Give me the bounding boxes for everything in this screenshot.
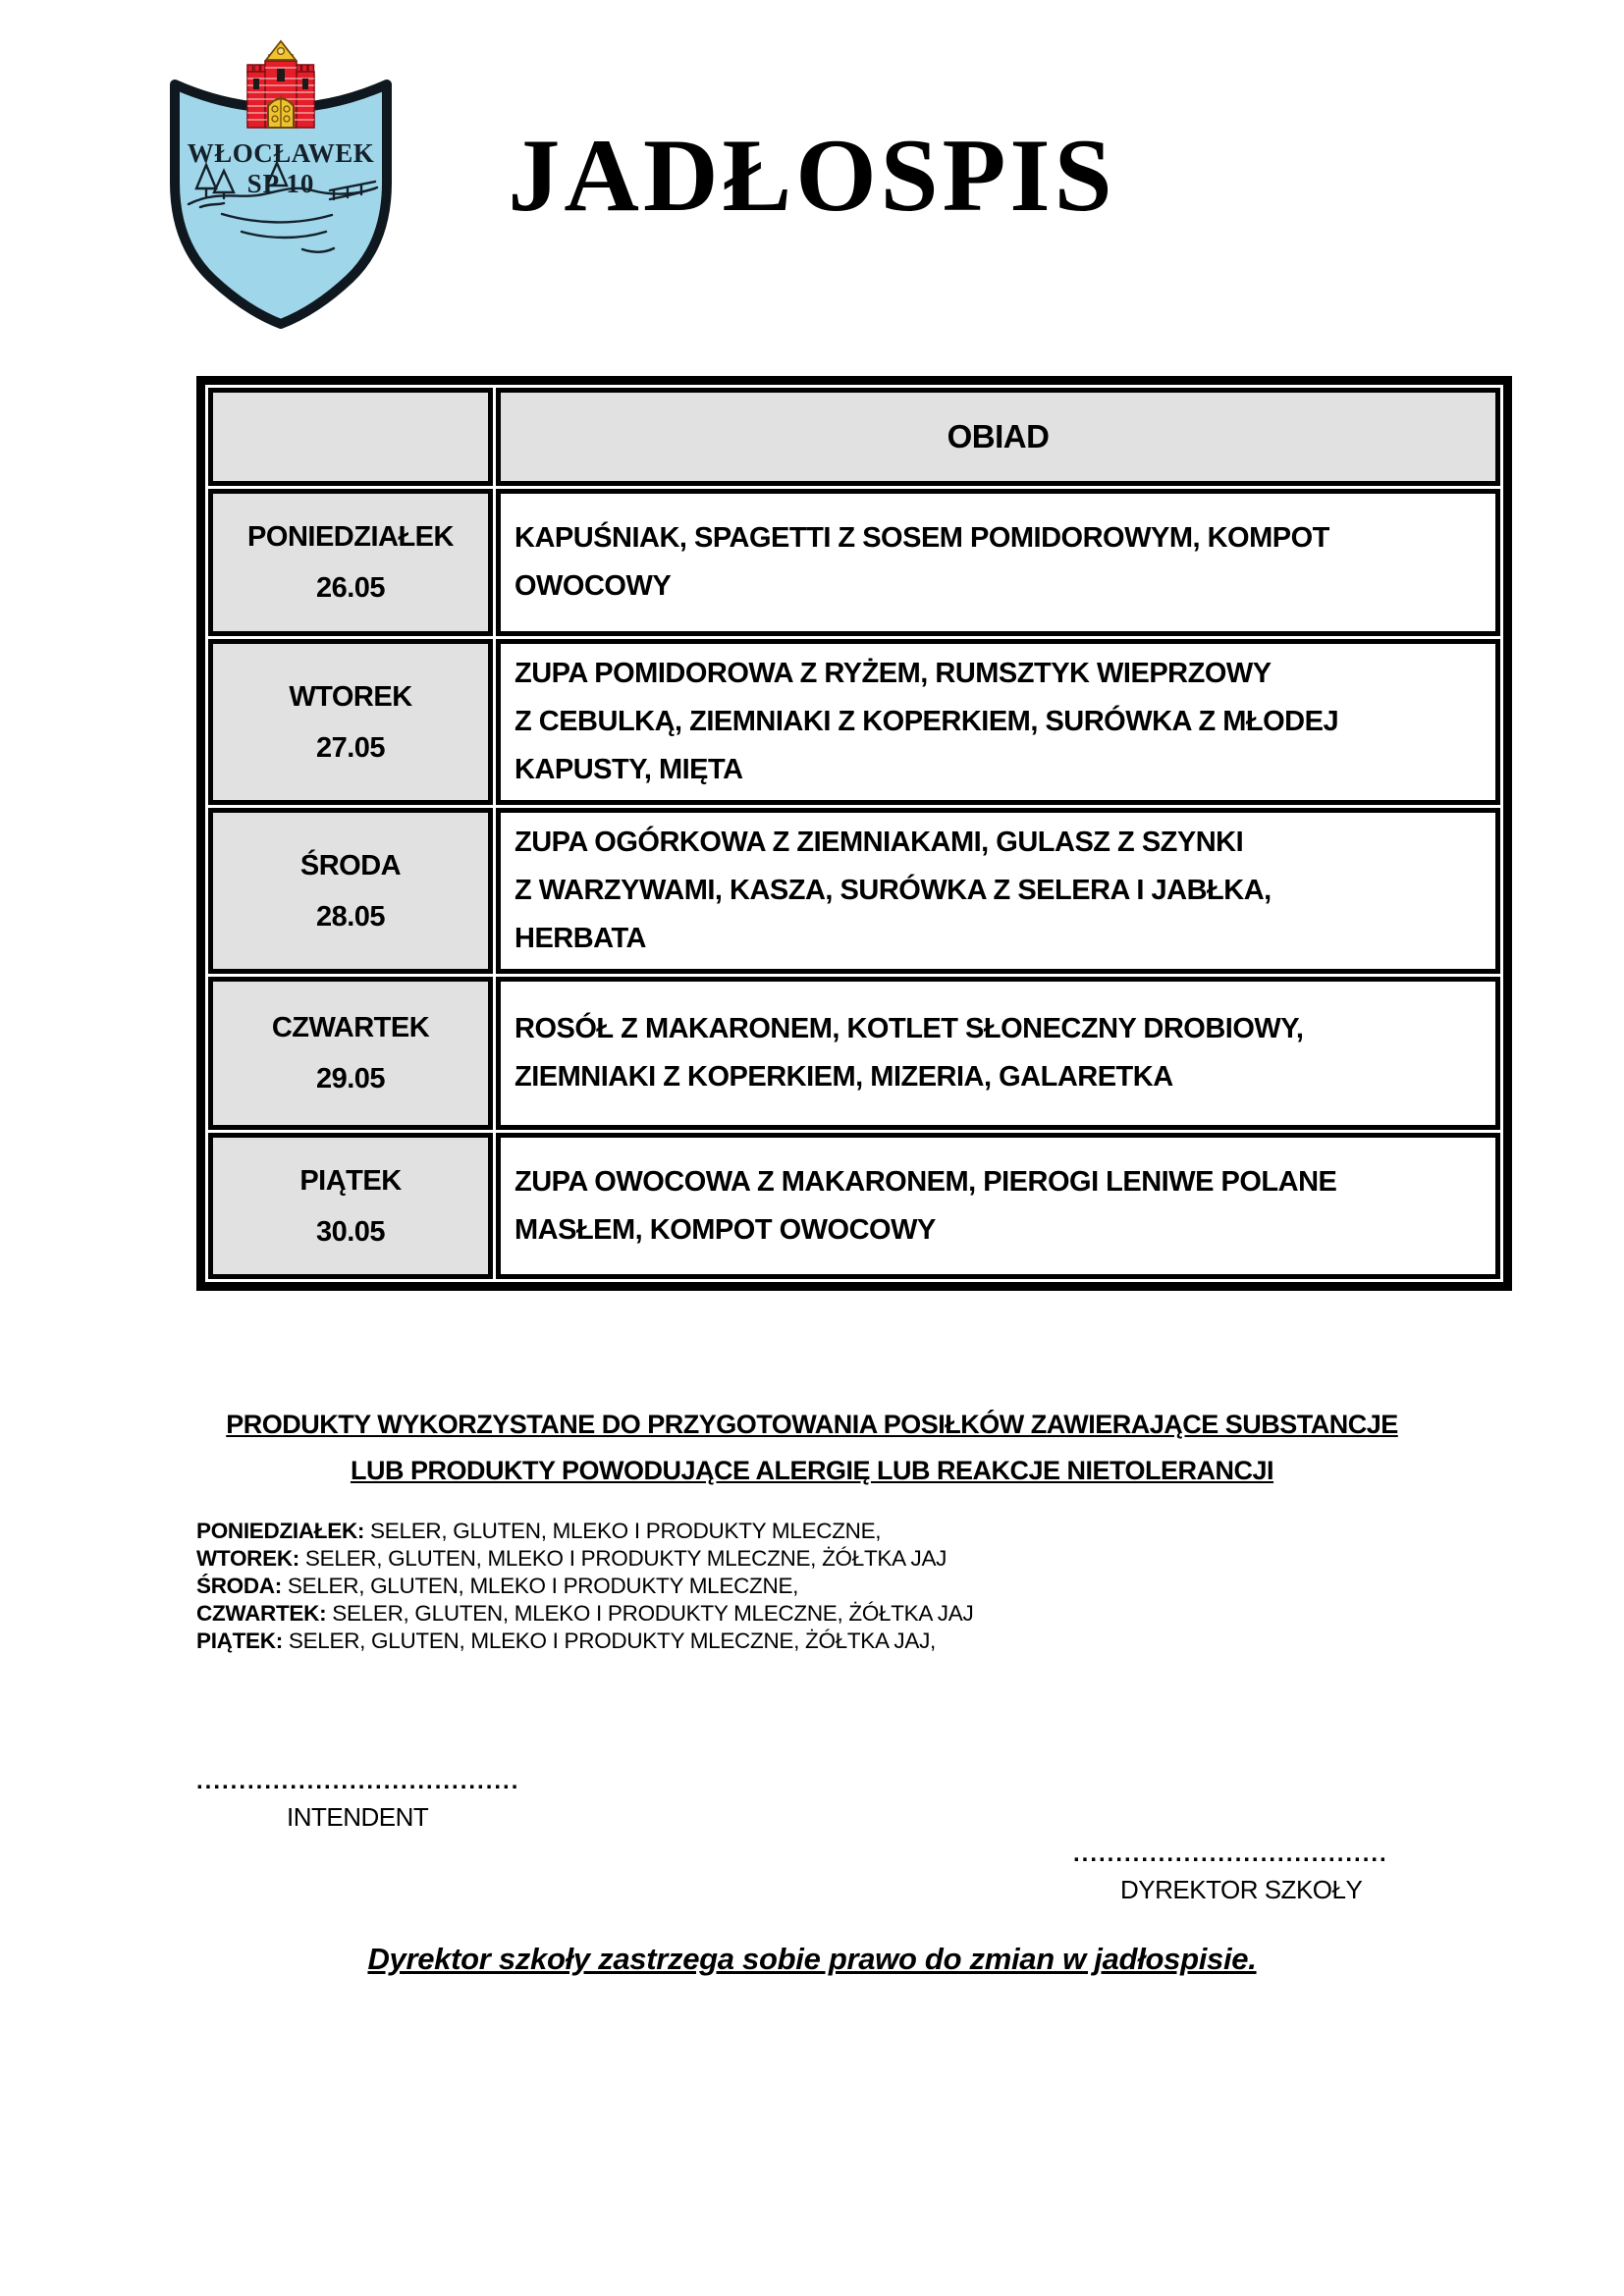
day-cell [208, 808, 493, 974]
header-obiad-cell: OBIAD [496, 388, 1500, 486]
date-label: 28.05 [315, 900, 386, 933]
allergen-values: SELER, GLUTEN, MLEKO I PRODUKTY MLECZNE, ŻÓŁTKA JAJ [298, 1546, 947, 1571]
allergen-day-label: WTOREK: [196, 1546, 299, 1571]
crest-school-number: SP 10 [246, 169, 315, 198]
allergens-list [196, 1518, 973, 1655]
allergen-line-monday [196, 1518, 973, 1545]
header-day-cell [208, 388, 493, 486]
table-row-tuesday [208, 639, 1500, 805]
signature-dotted-line: ...................................... [196, 1768, 520, 1794]
allergen-day-label: PIĄTEK: [196, 1629, 283, 1653]
table-row-thursday [208, 977, 1500, 1130]
allergen-values: SELER, GLUTEN, MLEKO I PRODUKTY MLECZNE, [364, 1519, 882, 1543]
date-label: 30.05 [315, 1215, 386, 1248]
allergen-day-label: CZWARTEK: [196, 1601, 327, 1626]
signature-block-intendent [196, 1769, 519, 1833]
allergen-day-label: ŚRODA: [196, 1574, 282, 1598]
signature-label-dyrektor: DYREKTOR SZKOŁY [1120, 1875, 1363, 1904]
table-row-friday [208, 1133, 1500, 1279]
allergen-line-thursday [196, 1600, 973, 1628]
allergen-line-wednesday [196, 1573, 973, 1600]
table-row-monday [208, 489, 1500, 636]
signature-dotted-line: ..................................... [1073, 1841, 1388, 1867]
meal-cell [496, 808, 1500, 974]
allergen-day-label: PONIEDZIAŁEK: [196, 1519, 365, 1543]
day-label: ŚRODA [299, 849, 402, 881]
allergens-heading-line2: LUB PRODUKTY POWODUJĄCE ALERGIĘ LUB REAKCJE NIETOLERANCJI [350, 1456, 1274, 1485]
day-label: CZWARTEK [271, 1012, 430, 1043]
date-label: 26.05 [315, 572, 386, 604]
meal-text: KAPUŚNIAK, SPAGETTI Z SOSEM POMIDOROWYM, KOMPOT OWOCOWY [514, 522, 1329, 602]
meal-cell [496, 977, 1500, 1130]
day-label: WTOREK [289, 680, 412, 713]
allergen-values: SELER, GLUTEN, MLEKO I PRODUKTY MLECZNE, ŻÓŁTKA JAJ [326, 1601, 974, 1626]
meal-cell [496, 1133, 1500, 1279]
day-label: PONIEDZIAŁEK [247, 521, 454, 553]
signature-block-dyrektor [1073, 1842, 1388, 1905]
table-header-row [208, 388, 1500, 486]
meal-cell [496, 639, 1500, 805]
crest-school-name: WŁOCŁAWEK [187, 138, 375, 168]
meal-text: ZUPA POMIDOROWA Z RYŻEM, RUMSZTYK WIEPRZOWY Z CEBULKĄ, ZIEMNIAKI Z KOPERKIEM, SURÓWKA Z MŁODEJ KAPUSTY, MIĘTA [514, 658, 1339, 785]
day-cell [208, 639, 493, 805]
date-label: 27.05 [315, 731, 386, 764]
allergen-line-tuesday [196, 1545, 973, 1573]
allergen-values: SELER, GLUTEN, MLEKO I PRODUKTY MLECZNE, [281, 1574, 799, 1598]
date-label: 29.05 [315, 1063, 386, 1095]
day-cell [208, 1133, 493, 1279]
allergens-heading [0, 1402, 1624, 1494]
day-cell [208, 489, 493, 636]
allergens-heading-line1: PRODUKTY WYKORZYSTANE DO PRZYGOTOWANIA POSIŁKÓW ZAWIERAJĄCE SUBSTANCJE [226, 1410, 1398, 1439]
signature-label-intendent: INTENDENT [287, 1802, 429, 1832]
menu-table [196, 376, 1512, 1291]
meal-text: ZUPA OWOCOWA Z MAKARONEM, PIEROGI LENIWE POLANE MASŁEM, KOMPOT OWOCOWY [514, 1165, 1337, 1246]
footer-note: Dyrektor szkoły zastrzega sobie prawo do zmian w jadłospisie. [367, 1942, 1257, 1976]
day-cell [208, 977, 493, 1130]
meal-cell [496, 489, 1500, 636]
page-title: JADŁOSPIS [508, 118, 1116, 233]
day-label: PIĄTEK [299, 1164, 402, 1197]
castle-emblem [247, 41, 314, 128]
allergen-values: SELER, GLUTEN, MLEKO I PRODUKTY MLECZNE, ŻÓŁTKA JAJ, [282, 1629, 936, 1653]
meal-text: ZUPA OGÓRKOWA Z ZIEMNIAKAMI, GULASZ Z SZYNKI Z WARZYWAMI, KASZA, SURÓWKA Z SELERA I JABŁKA, HERBATA [514, 827, 1272, 954]
meal-text: ROSÓŁ Z MAKARONEM, KOTLET SŁONECZNY DROBIOWY, ZIEMNIAKI Z KOPERKIEM, MIZERIA, GALARETKA [514, 1013, 1304, 1093]
table-row-wednesday [208, 808, 1500, 974]
allergen-line-friday [196, 1628, 973, 1655]
